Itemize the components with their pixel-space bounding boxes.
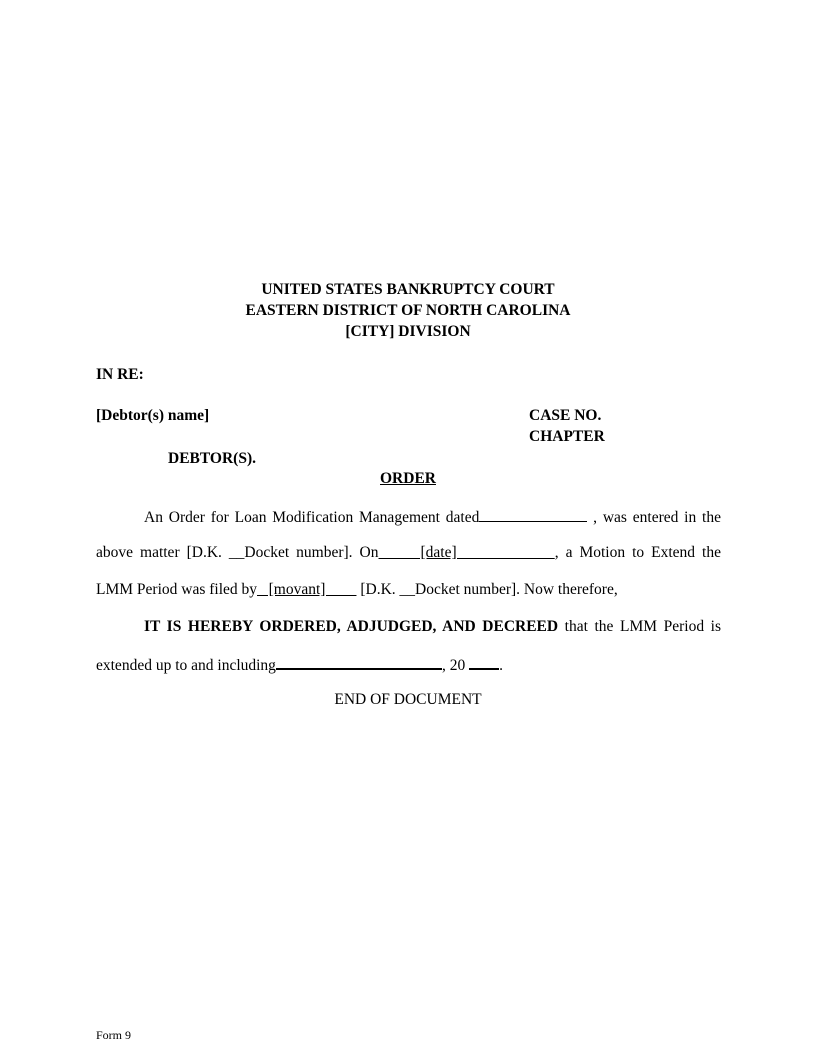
order-title-text: ORDER (380, 470, 436, 487)
debtor-name: [Debtor(s) name] (96, 407, 210, 424)
date-field: [date] (378, 544, 555, 561)
text: LMM Period was filed by (96, 581, 258, 598)
text: . (499, 657, 503, 674)
form-number: Form 9 (96, 1028, 132, 1042)
text: An Order for Loan Modification Management dated (144, 509, 480, 526)
para1-line2 (96, 544, 721, 562)
text: , was entered in the (587, 509, 721, 526)
text: [D.K. __Docket number]. Now therefore, (356, 581, 618, 598)
movant-field: [movant] (257, 581, 357, 598)
date-blank (479, 508, 587, 522)
para2-line2 (96, 655, 503, 675)
text: that the LMM Period is (564, 618, 721, 635)
text: extended up to and including (96, 657, 276, 674)
order-title (0, 470, 816, 488)
para1-line3 (96, 581, 618, 599)
district-name: EASTERN DISTRICT OF NORTH CAROLINA (245, 302, 571, 319)
date-blank (276, 655, 442, 670)
text: above matter [D.K. __Docket number]. On (96, 544, 379, 561)
in-re-label: IN RE: (96, 366, 144, 383)
division-name: [CITY] DIVISION (345, 323, 471, 340)
end-of-document: END OF DOCUMENT (334, 691, 482, 708)
text: , a Motion to Extend the (554, 544, 721, 561)
decree-text: IT IS HEREBY ORDERED, ADJUDGED, AND DECREED (144, 618, 559, 635)
text: , 20 (441, 657, 470, 674)
year-blank (469, 655, 499, 670)
court-name: UNITED STATES BANKRUPTCY COURT (261, 281, 555, 298)
para2-line1 (144, 618, 721, 636)
case-no-label: CASE NO. (529, 407, 602, 424)
chapter-label: CHAPTER (529, 428, 605, 445)
debtors-label: DEBTOR(S). (168, 450, 256, 467)
para1-line1 (144, 508, 721, 527)
